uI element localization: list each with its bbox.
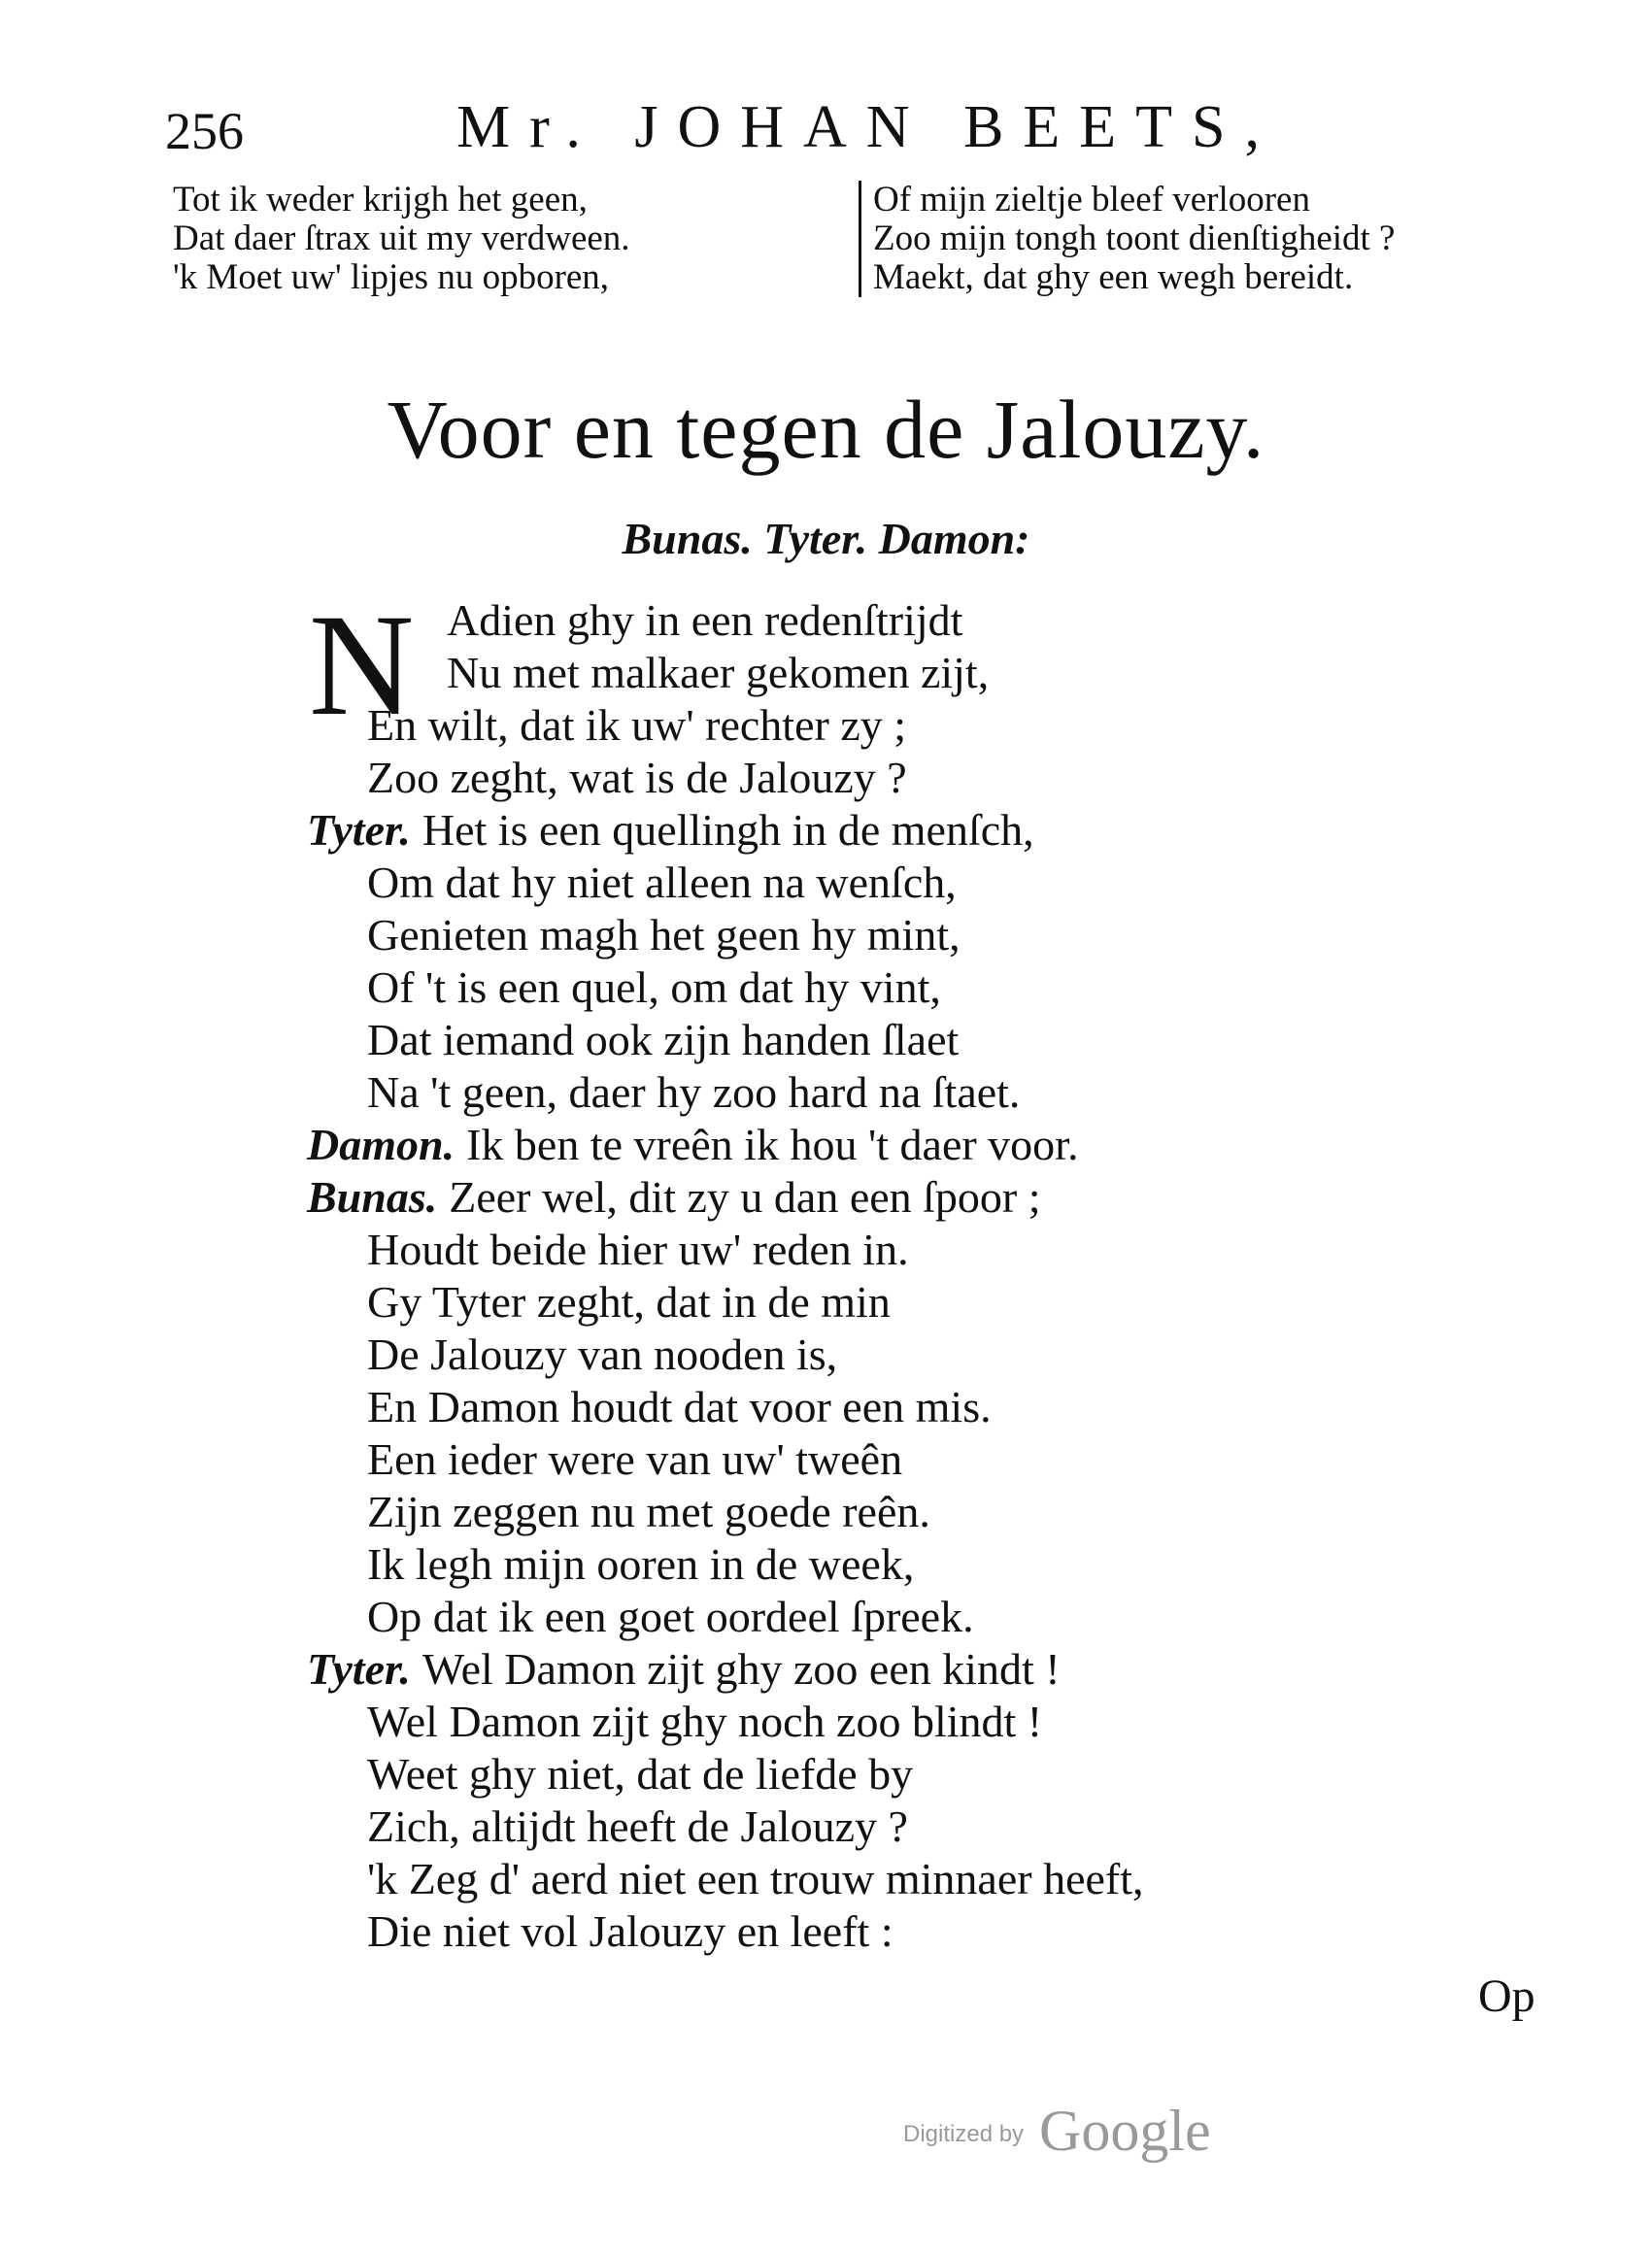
line-text: Ik ben te vreên ik hou 't daer voor. — [466, 1120, 1079, 1169]
speaker-label: Bunas. — [307, 1172, 438, 1222]
line-text: Dat iemand ook zijn handen ſlaet — [367, 1015, 960, 1064]
verse-line: Maekt, dat ghy een wegh bereidt. — [873, 257, 1354, 297]
google-logo: Google — [1039, 2099, 1211, 2163]
poem-line — [309, 699, 1280, 752]
opening-lines — [447, 594, 989, 699]
poem-line — [309, 961, 1280, 1014]
verse-column-left — [173, 181, 833, 297]
poem-line — [309, 1329, 1280, 1381]
line-text: Wel Damon zijt ghy zoo een kindt ! — [421, 1644, 1061, 1694]
speaker-label: Damon. — [307, 1120, 455, 1169]
speaker-label: Tyter. — [307, 1644, 411, 1694]
drop-cap: N — [309, 585, 415, 746]
line-text: Genieten magh het geen hy mint, — [367, 910, 961, 959]
line-text: De Jalouzy van nooden is, — [367, 1329, 838, 1379]
poem-line — [307, 1119, 1280, 1171]
page-header — [165, 93, 1544, 161]
line-text: Wel Damon zijt ghy noch zoo blindt ! — [367, 1697, 1043, 1746]
poem-line: Nu met malkaer gekomen zijt, — [447, 648, 990, 697]
poem-line — [309, 1748, 1280, 1801]
poem-line — [309, 909, 1280, 961]
poem-line — [309, 1224, 1280, 1276]
line-text: Die niet vol Jalouzy en leeft : — [367, 1906, 893, 1956]
line-text: En Damon houdt dat voor een mis. — [367, 1382, 992, 1431]
line-text: Een ieder were van uw' tweên — [367, 1434, 903, 1484]
page-number: 256 — [165, 102, 244, 160]
digitized-label: Digitized by — [903, 2121, 1025, 2147]
verse-column-right — [859, 181, 1553, 297]
line-text: Zich, altijdt heeft de Jalouzy ? — [367, 1801, 908, 1851]
poem-speakers: Bunas. Tyter. Damon: — [622, 514, 1030, 563]
digitized-watermark — [903, 2098, 1292, 2166]
line-text: Gy Tyter zeght, dat in de min — [367, 1277, 891, 1327]
line-text: Na 't geen, daer hy zoo hard na ſtaet. — [367, 1067, 1021, 1117]
line-text: 'k Zeg d' aerd niet een trouw minnaer heeft, — [367, 1854, 1144, 1903]
continued-verses — [173, 181, 1533, 297]
poem-line — [309, 1486, 1280, 1538]
line-text: Zeer wel, dit zy u dan een ſpoor ; — [449, 1172, 1041, 1222]
poem-line — [309, 1433, 1280, 1486]
line-text: Het is een quellingh in de menſch, — [421, 805, 1034, 855]
verse-line: Zoo mijn tongh toont dienſtigheidt ? — [873, 219, 1396, 258]
verse-line: Dat daer ſtrax uit my verdween. — [173, 219, 630, 258]
line-text: Ik legh mijn ooren in de week, — [367, 1539, 915, 1589]
poem-line — [309, 1381, 1280, 1433]
poem-line — [309, 1066, 1280, 1119]
poem-line — [307, 1171, 1280, 1224]
poem-line — [307, 804, 1280, 857]
poem-line — [309, 1853, 1280, 1905]
poem-line — [309, 1276, 1280, 1329]
line-text: Zoo zeght, wat is de Jalouzy ? — [367, 753, 907, 802]
poem-line — [309, 1591, 1280, 1643]
verse-line: Tot ik weder krijgh het geen, — [173, 180, 588, 219]
poem-line — [309, 857, 1280, 909]
line-text: Op dat ik een goet oordeel ſpreek. — [367, 1592, 974, 1641]
poem-line: Adien ghy in een redenſtrijdt — [447, 595, 963, 645]
line-text: Houdt beide hier uw' reden in. — [367, 1225, 909, 1274]
line-text: Zijn zeggen nu met goede reên. — [367, 1487, 930, 1536]
poem-line — [307, 1643, 1280, 1696]
line-text: Om dat hy niet alleen na wenſch, — [367, 858, 957, 907]
speaker-label: Tyter. — [307, 805, 411, 855]
line-text: Of 't is een quel, om dat hy vint, — [367, 962, 941, 1012]
poem-line — [309, 1696, 1280, 1748]
poem-body — [309, 699, 1280, 1958]
poem-line — [309, 752, 1280, 804]
poem-line — [309, 1538, 1280, 1591]
line-text: En wilt, dat ik uw' rechter zy ; — [367, 700, 907, 750]
catchword: Op — [1478, 1970, 1535, 2022]
poem-line — [309, 1905, 1280, 1958]
poem-title: Voor en tegen de Jalouzy. — [387, 383, 1265, 476]
verse-line: 'k Moet uw' lipjes nu opboren, — [173, 257, 610, 297]
line-text: Weet ghy niet, dat de liefde by — [367, 1749, 914, 1799]
poem-line — [309, 1801, 1280, 1853]
running-head: Mr. JOHAN BEETS, — [456, 94, 1280, 160]
verse-line: Of mijn zieltje bleef verlooren — [873, 180, 1310, 219]
poem-line — [309, 1014, 1280, 1066]
